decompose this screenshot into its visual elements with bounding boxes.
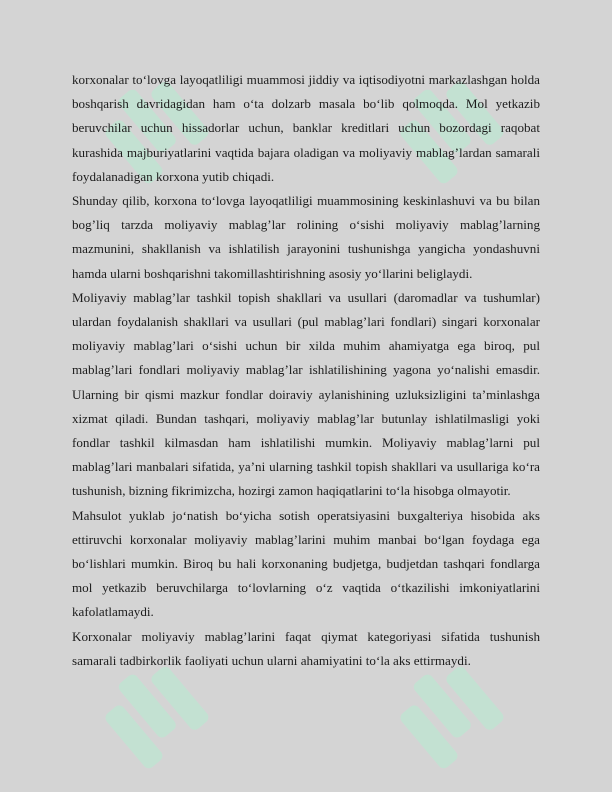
body-text xyxy=(72,68,540,673)
paragraph: korxonalar to‘lovga layoqatliligi muammosi jiddiy va iqtisodiyotni markazlashgan holda boshqarish davridagidan ham o‘ta dolzarb masala bo‘lib qolmoqda. Mol yetkazib beruvchilar uchun hissadorlar uchun, banklar kreditlari uchun bozordagi raqobat kurashida majburiyatlarini vaqtida bajara oladigan va moliyaviy mablag’lardan samarali foydalanadigan korxona yutib chiqadi. xyxy=(72,72,540,184)
paragraph: Korxonalar moliyaviy mablag’larini faqat qiymat kategoriyasi sifatida tushunish samarali tadbirkorlik faoliyati uchun ularni ahamiyatini to‘la aks ettirmaydi. xyxy=(72,628,540,668)
paragraph: Moliyaviy mablag’lar tashkil topish shakllari va usullari (daromadlar va tushumlar) ulardan foydalanish shakllari va usullari (pul mablag’lari fondlari) singari korxonalar moliyaviy mablag’lari o‘sishi uchun bir xilda muhim ahamiyatga ega biroq, pul mablag’lari fondlari moliyaviy mablag’lar ishlatilishining yagona yo‘nalishi emasdir. Ularning bir qismi mazkur fondlar doiraviy aylanishining uzluksizligini ta’minlashga xizmat qiladi. Bundan tashqari, moliyaviy mablag’lar butunlay ishlatilmasligi yoki fondlar tashkil kilmasdan ham ishlatilishi mumkin. Moliyaviy mablag’larni pul mablag’lari manbalari sifatida, ya’ni ularning tashkil topish shakllari va usullariga ko‘ra tushunish, bizning fikrimizcha, hozirgi zamon haqiqatlarini to‘la hisobga olmayotir. xyxy=(72,289,540,499)
paragraph: Shunday qilib, korxona to‘lovga layoqatliligi muammosining keskinlashuvi va bu bilan bog’liq tarzda moliyaviy mablag’lar rolining o‘sishi moliyaviy mablag’larning mazmunini, shakllanish va ishlatilish jarayonini tushunishga yangicha yondashuvni hamda ularni boshqarishni takomillashtirishning asosiy yo‘llarini beliglaydi. xyxy=(72,193,540,281)
paragraph: Mahsulot yuklab jo‘natish bo‘yicha sotish operatsiyasini buxgalteriya hisobida aks ettiruvchi korxonalar moliyaviy mablag’larini muhim manbai bo‘lgan foydaga ega bo‘lishlari mumkin. Biroq bu hali korxonaning budjetga, budjetdan tashqari fondlarga mol yetkazib beruvchilarga to‘lovlarning o‘z vaqtida o‘tkazilishi imkoniyatlarini kafolatlamaydi. xyxy=(72,507,540,620)
